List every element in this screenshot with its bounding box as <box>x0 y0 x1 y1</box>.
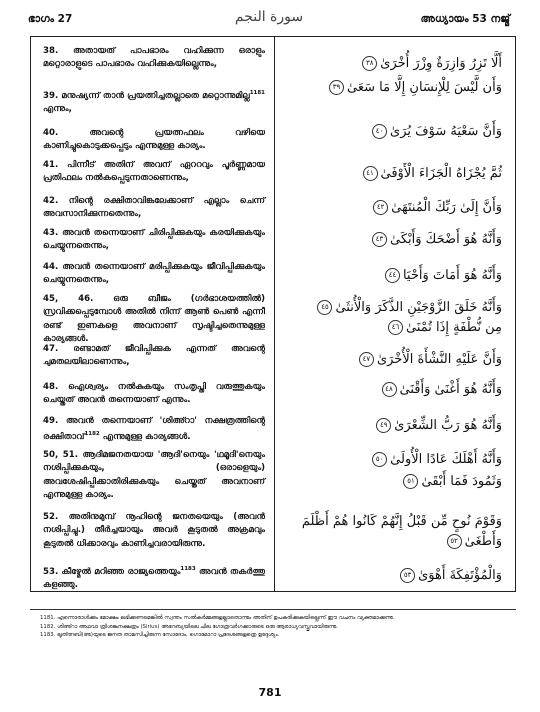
translation-paragraph: 40. അവന്റെ പ്രയത്നഫലം വഴിയെ കാണിച്ചുകൊടുക്കപ്പെടും എന്നുമുള്ള കാര്യം. <box>43 128 265 152</box>
arabic-verse: وَالْمُؤْتَفِكَةَ أَهْوَىٰ٥٣ <box>397 567 502 585</box>
arabic-verse: وَأَنَّ عَلَيْهِ النَّشْأَةَ الْأُخْرَىٰ٤٧ <box>356 351 502 369</box>
footnotes <box>40 614 510 640</box>
translation-paragraph: 41. പിന്നീട് അതിന് അവന് ഏററവും പൂർണ്ണമായ പ്രതിഫലം നൽകപ്പെടുന്നതാണെന്നും, <box>43 160 265 184</box>
translation-paragraph: 45, 46. ഒരു ബീജം (ഗർഭാശയത്തിൽ) സ്രവിക്കപ്പെടുമ്പോൾ അതിൽ നിന്ന് ആൺ പെൺ എന്നീ രണ്ട് ഇണകളെ അവനാണ് സൃഷ്ടിച്ചതെന്നുമുള്ള കാര്യങ്ങൾ. <box>43 294 265 345</box>
page-number: 781 <box>258 686 282 699</box>
verse-number-marker: ٤٤ <box>385 268 400 283</box>
arabic-verse: وَأَنَّهُ هُوَ أَمَاتَ وَأَحْيَا٤٤ <box>382 267 502 285</box>
chapter-label: അധ്യായം 53 നജ്മ് <box>420 13 510 25</box>
footnote-ref: 1183 <box>180 566 196 572</box>
verse-number-marker: ٤١ <box>363 166 378 181</box>
footnote: 1183. ലൂത്ത്നബി(അ)യുടെ ജനത താമസിച്ചിരുന്ന സോദോം, ഗൊമോറാ പ്രദേശങ്ങളത്രെ ഉദ്ദേശ്യം. <box>40 632 280 639</box>
arabic-verse: وَأَنَّهُ هُوَ أَغْنَىٰ وَأَقْنَىٰ٤٨ <box>379 381 502 399</box>
arabic-verse: أَلَّا تَزِرُ وَازِرَةٌ وِزْرَ أُخْرَىٰ٣٨ <box>359 55 502 73</box>
translation-paragraph: 38. അതായത് പാപഭാരം വഹിക്കുന്ന ഒരാളും മറ്റൊരാളുടെ പാപഭാരം വഹിക്കുകയില്ലെന്നും, <box>43 46 265 70</box>
arabic-verse: ثُمَّ يُجْزَاهُ الْجَزَاءَ الْأَوْفَىٰ٤١ <box>360 165 503 183</box>
translation-paragraph: 42. നിന്റെ രക്ഷിതാവിങ്കലേക്കാണ് എല്ലാം ചെന്ന് അവസാനിക്കുന്നതെന്നും, <box>43 196 265 220</box>
arabic-verse: وَأَنَّهُ هُوَ رَبُّ الشِّعْرَىٰ٤٩ <box>373 417 502 435</box>
footnote: 1181. എന്നൊരാൾക്കും മോക്ഷം ലഭിക്കണമെങ്കിൽ സ്വന്തം സൽകർമ്മങ്ങളല്ലാതൊന്നും അതിന് ഉപകരിക്കുകയില്ലെന്ന് ഈ വചനം വ്യക്തമാക്കുന്നു. <box>40 615 395 621</box>
verse-number-marker: ٥١ <box>403 474 418 489</box>
verse-number-marker: ٤٩ <box>376 418 391 433</box>
arabic-verse: وَقَوْمَ نُوحٍ مِّن قَبْلُ إِنَّهُمْ كَانُوا هُمْ أَظْلَمَ <box>301 514 502 529</box>
verse-number-marker: ٤٠ <box>372 124 387 139</box>
translation-paragraph: 50, 51. ആദിമജനതയായ 'ആദി'നെയും 'ഥമൂദി'നെയും നശിപ്പിക്കുകയും, (ഒരാളെയും) അവശേഷിപ്പിക്കാതിരിക്കുകയും ചെയ്തത് അവനാണ് എന്നുമുള്ള കാര്യം. <box>43 450 265 501</box>
part-label: ഭാഗം 27 <box>28 13 73 25</box>
verse-number-marker: ٤٥ <box>317 300 332 315</box>
translation-paragraph: 39. മനുഷ്യന്ന് താൻ പ്രയത്നിച്ചതല്ലാതെ മറ്റൊന്നുമില്ല$^{1181}$ എന്നും, <box>43 90 265 115</box>
arabic-verse: وَأَنَّهُ هُوَ أَضْحَكَ وَأَبْكَىٰ٤٣ <box>369 231 502 249</box>
translation-paragraph: 43. അവൻ തന്നെയാണ് ചിരിപ്പിക്കുകയും കരയിക്കുകയും ചെയ്യുന്നതെന്നും, <box>43 228 265 252</box>
translation-paragraph: 52. അതിനുമുമ്പ് നൂഹിന്റെ ജനതയെയും (അവൻ നശിപ്പിച്ചു.) തീർച്ചയായും അവർ കൂടുതൽ അക്രമവും കൂടുതൽ ധിക്കാരവും കാണിച്ചവരായിരുന്നു. <box>43 512 265 549</box>
arabic-verse: مِن نُّطْفَةٍ إِذَا تُمْنَىٰ٤٦ <box>385 319 502 337</box>
footnote-ref: 1181 <box>249 90 265 96</box>
verse-number-marker: ٤٢ <box>373 200 388 215</box>
verse-number-marker: ٥٣ <box>400 568 415 583</box>
arabic-verse: وَأَنَّهُ أَهْلَكَ عَادًا الْأُولَىٰ٥٠ <box>369 451 502 469</box>
verse-number-marker: ٣٩ <box>329 80 344 95</box>
translation-paragraph: 47. രണ്ടാമത് ജീവിപ്പിക്കുക എന്നത് അവന്റെ ചുമതലയിലാണെന്നും, <box>43 344 265 368</box>
arabic-verse: وَأَنَّهُ خَلَقَ الزَّوْجَيْنِ الذَّكَرَ وَالْأُنثَىٰ٤٥ <box>314 299 502 317</box>
verse-number-marker: ٤٨ <box>382 382 397 397</box>
footnote-rule <box>30 609 516 610</box>
translation-column <box>31 37 274 591</box>
verse-number-marker: ٤٣ <box>372 232 387 247</box>
arabic-verse: وَثَمُودَ فَمَا أَبْقَىٰ٥١ <box>400 473 502 491</box>
arabic-verse: وَأَنَّ سَعْيَهُ سَوْفَ يُرَىٰ٤٠ <box>369 123 502 141</box>
verse-number-marker: ٥٢ <box>447 534 462 549</box>
arabic-verse: وَأَطْغَىٰ٥٢ <box>444 533 502 551</box>
page-frame <box>30 36 516 592</box>
footnote-ref: 1182 <box>84 431 100 438</box>
arabic-verse: وَأَنَّ إِلَىٰ رَبِّكَ الْمُنتَهَىٰ٤٢ <box>370 199 502 217</box>
footnote: 1182. ശിഅ്റാ അഥവാ ത്രിശങ്കുനക്ഷത്രം (Sirius) അറേബ്യയിലെ ചില ഗോത്രവർഗക്കാരുടെ ഒരു ആരാധ്യവസ്തുവായിരുന്നു. <box>40 623 338 630</box>
arabic-column <box>275 37 516 591</box>
verse-number-marker: ٣٨ <box>362 56 377 71</box>
translation-paragraph: 44. അവൻ തന്നെയാണ് മരിപ്പിക്കുകയും ജീവിപ്പിക്കുകയും ചെയ്യുന്നതെന്നും, <box>43 262 265 286</box>
surah-name-calligraphy: سورة النجم <box>234 9 304 25</box>
translation-paragraph: 49. അവൻ തന്നെയാണ് 'ശിഅ്റാ' നക്ഷത്രത്തിന്റെ രക്ഷിതാവ്$^{1182}$ എന്നുമുള്ള കാര്യങ്ങൾ. <box>43 416 265 443</box>
arabic-verse: وَأَن لَّيْسَ لِلْإِنسَانِ إِلَّا مَا سَعَىٰ٣٩ <box>326 79 502 97</box>
verse-number-marker: ٤٦ <box>388 320 403 335</box>
verse-number-marker: ٥٠ <box>372 452 387 467</box>
translation-paragraph: 48. ഐശ്വര്യം നൽകുകയും സംതൃപ്തി വരുത്തുകയും ചെയ്തത് അവൻ തന്നെയാണ് എന്നും. <box>43 382 265 406</box>
page-header <box>26 8 512 34</box>
translation-paragraph: 53. കീഴ്മേൽ മറിഞ്ഞ രാജ്യത്തെയും$^{1183}$ അവൻ തകർത്തു കളഞ്ഞു. <box>43 566 265 591</box>
verse-number-marker: ٤٧ <box>359 352 374 367</box>
